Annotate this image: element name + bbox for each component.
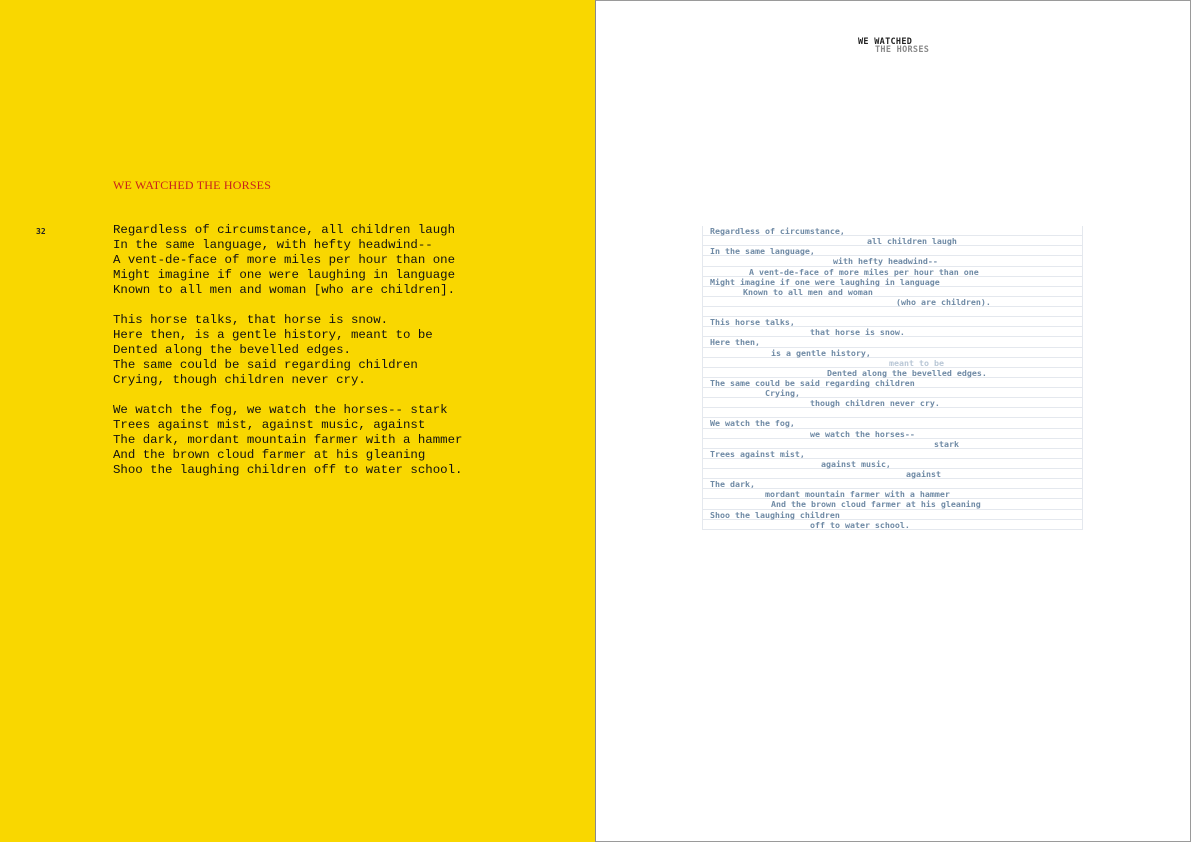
- score-text: A vent-de-face of more miles per hour than one: [749, 266, 979, 277]
- score-text: is a gentle history,: [771, 347, 871, 358]
- poem-line: Might imagine if one were laughing in language: [113, 268, 456, 282]
- score-row: [702, 449, 1083, 459]
- poem-line: This horse talks, that horse is snow.: [113, 313, 389, 327]
- score-text: we watch the horses--: [810, 428, 915, 439]
- poem-line: The dark, mordant mountain farmer with a hammer: [113, 433, 463, 447]
- score-row: [702, 408, 1083, 418]
- score-row: [702, 378, 1083, 388]
- score-text: The dark,: [710, 479, 755, 490]
- score-text: that horse is snow.: [810, 327, 905, 338]
- score-row: [702, 226, 1083, 236]
- score-text: though children never cry.: [810, 398, 940, 409]
- score-text: against music,: [821, 458, 891, 469]
- score-row: [702, 429, 1083, 439]
- score-text: (who are children).: [896, 296, 991, 307]
- header-line-2: THE HORSES: [875, 45, 930, 55]
- running-header: [858, 38, 929, 54]
- score-text: The same could be said regarding children: [710, 377, 915, 388]
- poem-line: In the same language, with hefty headwind--: [113, 238, 433, 252]
- poem-title: WE WATCHED THE HORSES: [113, 178, 272, 192]
- right-page: [596, 0, 1191, 842]
- typographic-score: [702, 226, 1083, 530]
- score-row: [702, 348, 1083, 358]
- score-text: Known to all men and woman: [743, 286, 873, 297]
- score-row: [702, 337, 1083, 347]
- score-row: [702, 418, 1083, 428]
- score-text: And the brown cloud farmer at his gleaning: [771, 499, 981, 510]
- poem-line: Here then, is a gentle history, meant to be: [113, 328, 433, 342]
- score-row: [702, 236, 1083, 246]
- score-row: [702, 499, 1083, 509]
- stanza-break: [113, 388, 462, 403]
- score-text: stark: [934, 438, 959, 449]
- score-row: [702, 256, 1083, 266]
- score-row: [702, 358, 1083, 368]
- poem-line: A vent-de-face of more miles per hour than one: [113, 253, 456, 267]
- score-row: [702, 246, 1083, 256]
- score-row: [702, 479, 1083, 489]
- score-row: [702, 287, 1083, 297]
- score-row: [702, 388, 1083, 398]
- score-text: In the same language,: [710, 246, 815, 257]
- stanza-break: [113, 298, 462, 313]
- score-text: Shoo the laughing children: [710, 509, 840, 520]
- poem-line: Shoo the laughing children off to water school.: [113, 463, 463, 477]
- score-text: mordant mountain farmer with a hammer: [765, 489, 950, 500]
- score-text: off to water school.: [810, 519, 910, 530]
- score-text: We watch the fog,: [710, 418, 795, 429]
- score-row: [702, 327, 1083, 337]
- score-text: Dented along the bevelled edges.: [827, 367, 987, 378]
- poem-line: We watch the fog, we watch the horses-- stark: [113, 403, 448, 417]
- score-row: [702, 510, 1083, 520]
- score-text: against: [906, 469, 941, 479]
- score-text: with hefty headwind--: [833, 256, 938, 267]
- poem-line: Crying, though children never cry.: [113, 373, 366, 387]
- poem-line: Dented along the bevelled edges.: [113, 343, 351, 357]
- header-line-1: WE WATCHED: [858, 37, 913, 47]
- poem-body: [113, 223, 462, 478]
- poem-line: And the brown cloud farmer at his gleaning: [113, 448, 426, 462]
- score-text: Regardless of circumstance,: [710, 226, 845, 236]
- poem-line: Known to all men and woman [who are children].: [113, 283, 456, 297]
- score-row: [702, 459, 1083, 469]
- score-text: meant to be: [889, 357, 944, 368]
- score-text: Crying,: [765, 388, 800, 398]
- score-text: Might imagine if one were laughing in language: [710, 276, 940, 287]
- score-row: [702, 368, 1083, 378]
- score-row: [702, 439, 1083, 449]
- score-row: [702, 267, 1083, 277]
- score-row: [702, 317, 1083, 327]
- poem-line: Regardless of circumstance, all children laugh: [113, 223, 456, 237]
- score-row: [702, 520, 1083, 530]
- poem-line: Trees against mist, against music, against: [113, 418, 426, 432]
- score-row: [702, 398, 1083, 408]
- score-row: [702, 489, 1083, 499]
- score-text: Trees against mist,: [710, 448, 805, 459]
- score-text: This horse talks,: [710, 317, 795, 328]
- score-row: [702, 307, 1083, 317]
- poem-line: The same could be said regarding children: [113, 358, 418, 372]
- score-row: [702, 297, 1083, 307]
- score-row: [702, 469, 1083, 479]
- score-text: Here then,: [710, 337, 760, 348]
- page-number: 32: [36, 227, 46, 236]
- score-text: all children laugh: [867, 236, 957, 247]
- score-row: [702, 277, 1083, 287]
